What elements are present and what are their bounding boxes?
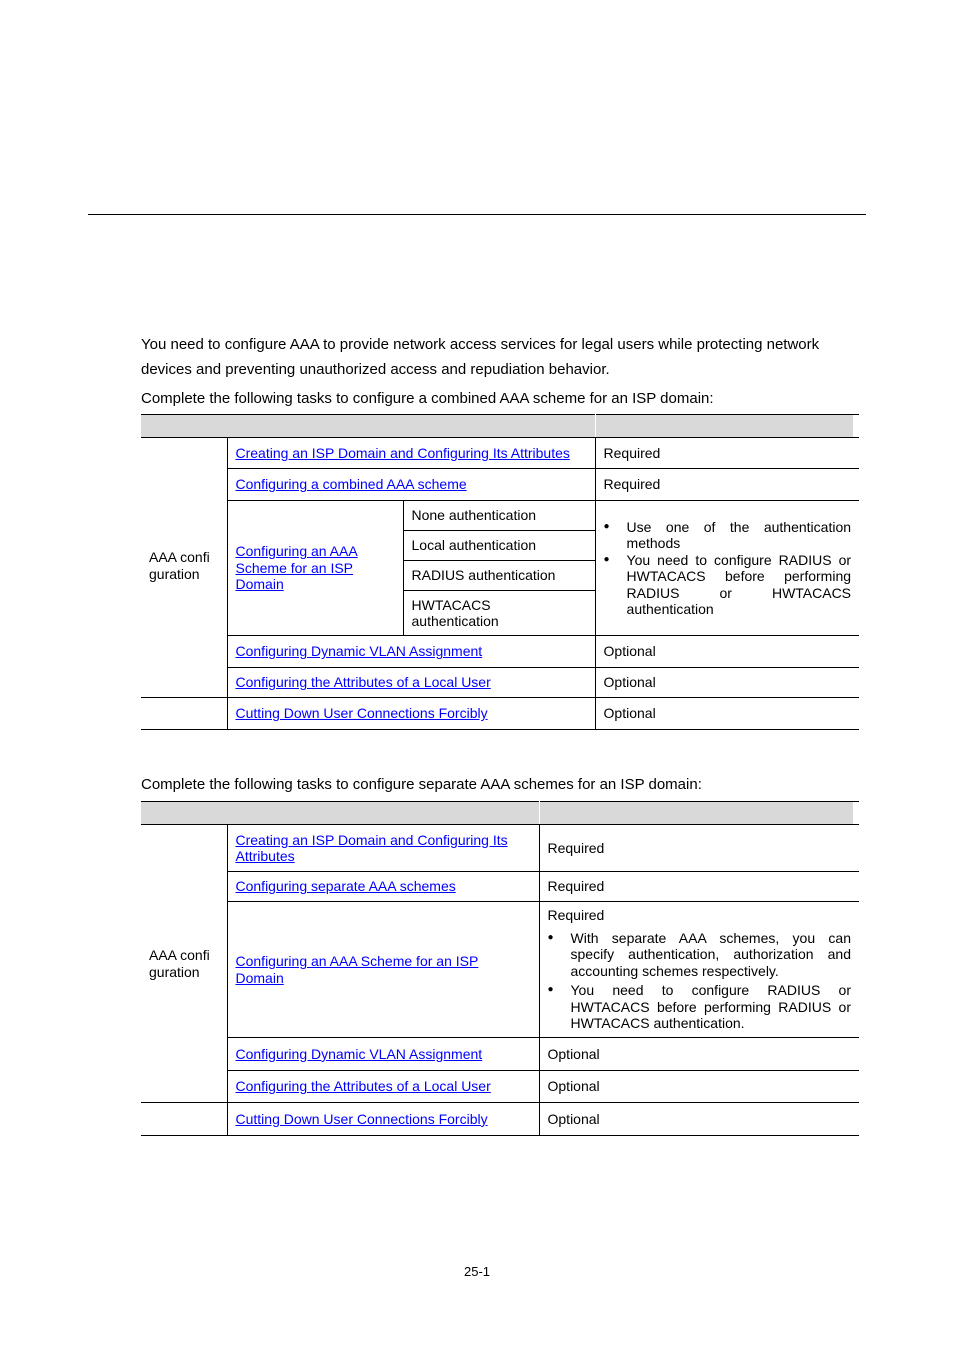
- table-row: [141, 1071, 859, 1103]
- link-dynamic-vlan[interactable]: Configuring Dynamic VLAN Assignment: [235, 1045, 483, 1062]
- remark-cell: Optional: [539, 1071, 859, 1103]
- group-cell: [141, 438, 227, 698]
- remark-cell: [595, 501, 859, 636]
- remark-cell: Optional: [595, 698, 859, 730]
- table-row: [141, 1103, 859, 1136]
- table-header-task: [141, 415, 595, 438]
- table-row: [141, 469, 859, 501]
- method-cell: None authentication: [403, 501, 595, 531]
- table-row: [141, 501, 859, 531]
- link-create-isp-domain[interactable]: Creating an ISP Domain and Configuring Its Attributes: [235, 444, 570, 461]
- link-cut-down-connections[interactable]: Cutting Down User Connections Forcibly: [235, 1110, 488, 1127]
- table-row: [141, 902, 859, 1038]
- list-item: ● Use one of the authentication methods: [604, 519, 852, 552]
- table-header-row: [141, 802, 859, 825]
- table-header-remarks: [595, 415, 859, 438]
- table-row: [141, 872, 859, 902]
- remark-required: Required: [547, 907, 605, 924]
- remark-cell: Required: [595, 438, 859, 469]
- table-header-row: [141, 415, 859, 438]
- remark-list: [548, 930, 852, 1032]
- remark-cell: Optional: [595, 668, 859, 698]
- remark-cell: Required: [539, 872, 859, 902]
- link-create-isp-domain[interactable]: Creating an ISP Domain and Configuring Its Attributes: [235, 831, 508, 864]
- table-header-task: [141, 802, 539, 825]
- table-row: [141, 438, 859, 469]
- method-cell: Local authentication: [403, 531, 595, 561]
- link-dynamic-vlan[interactable]: Configuring Dynamic VLAN Assignment: [235, 643, 483, 660]
- separate-intro: Complete the following tasks to configure separate AAA schemes for an ISP domain:: [141, 776, 702, 793]
- combined-intro: Complete the following tasks to configure a combined AAA scheme for an ISP domain:: [141, 390, 714, 407]
- table-row: [141, 668, 859, 698]
- link-separate-schemes[interactable]: Configuring separate AAA schemes: [235, 878, 456, 895]
- table-header-remarks: [539, 802, 859, 825]
- list-item: ● You need to configure RADIUS or HWTACACS before performing RADIUS or HWTACACS authentication.: [548, 982, 852, 1032]
- link-combined-scheme[interactable]: Configuring a combined AAA scheme: [235, 476, 467, 493]
- remark-list: [604, 519, 852, 618]
- method-cell: HWTACACS authentication: [403, 591, 595, 636]
- remark-cell: Required: [539, 825, 859, 872]
- separate-schemes-table: [141, 801, 859, 1136]
- chapter-rule: [88, 214, 866, 215]
- intro-paragraph: You need to configure AAA to provide network access services for legal users while protecting network devices and preventing unauthorized access and repudiation behavior.: [141, 336, 820, 378]
- group-cell: [141, 825, 227, 1103]
- link-aaa-scheme-isp-domain[interactable]: Configuring an AAA Scheme for an ISP Domain: [235, 953, 479, 986]
- remark-cell: Optional: [539, 1103, 859, 1136]
- link-aaa-scheme-isp-domain[interactable]: Configuring an AAA Scheme for an ISP Domain: [235, 543, 358, 593]
- group-label: AAA configuration: [149, 549, 210, 582]
- table-row: [141, 1038, 859, 1071]
- list-item: ● You need to configure RADIUS or HWTACACS before performing RADIUS or HWTACACS authentication: [604, 552, 852, 618]
- link-local-user[interactable]: Configuring the Attributes of a Local User: [235, 1078, 491, 1095]
- link-local-user[interactable]: Configuring the Attributes of a Local User: [235, 674, 491, 691]
- remark-cell: Optional: [539, 1038, 859, 1071]
- table-row: [141, 698, 859, 730]
- page-number: 25-1: [463, 1264, 491, 1279]
- remark-cell: Required: [595, 469, 859, 501]
- list-item: ● With separate AAA schemes, you can specify authentication, authorization and accounting schemes respectively.: [548, 930, 852, 980]
- link-cut-down-connections[interactable]: Cutting Down User Connections Forcibly: [235, 705, 488, 722]
- method-cell: RADIUS authentication: [403, 561, 595, 591]
- remark-cell: [539, 902, 859, 1038]
- table-row: [141, 825, 859, 872]
- remark-cell: Optional: [595, 636, 859, 668]
- combined-scheme-table: [141, 414, 859, 730]
- group-label: AAA configuration: [149, 947, 210, 980]
- table-row: [141, 636, 859, 668]
